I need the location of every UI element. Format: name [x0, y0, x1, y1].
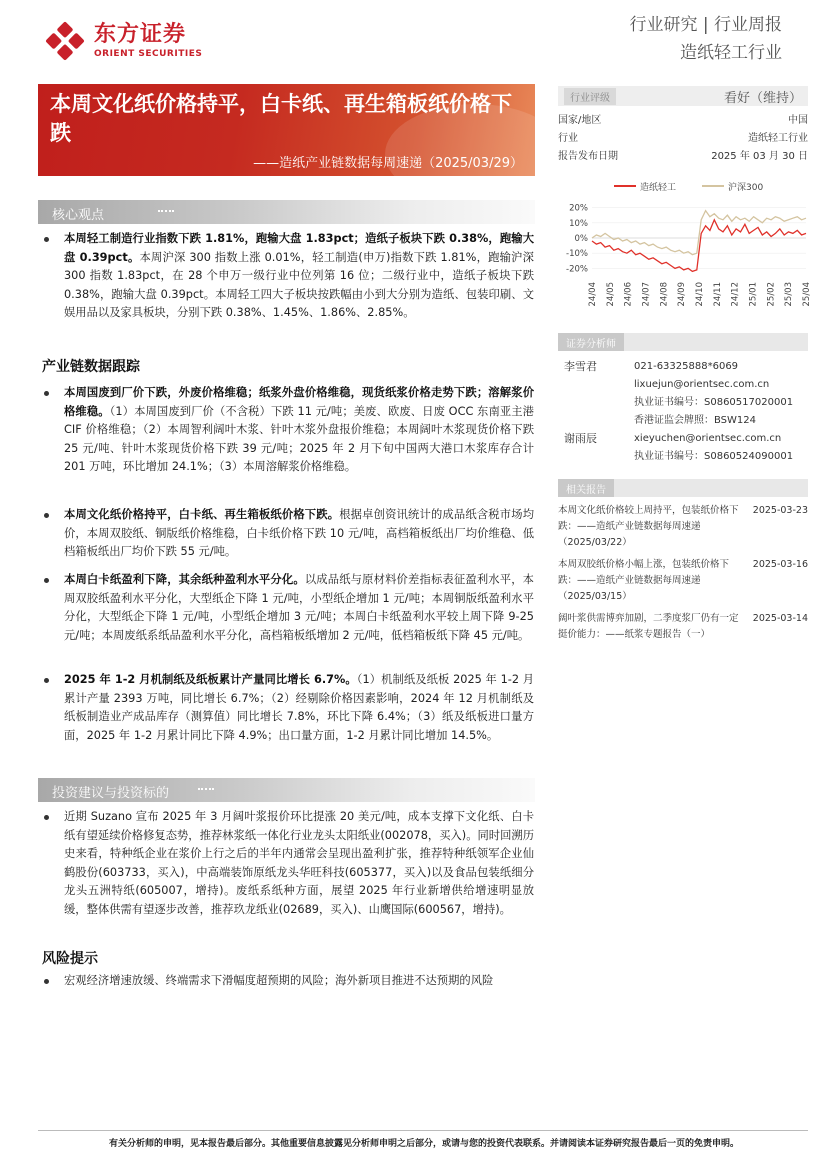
related-date: 2025-03-16: [752, 559, 808, 570]
bullet-dot-icon: [44, 513, 49, 518]
info-value: 造纸轻工行业: [748, 133, 808, 144]
bullet-text: 以成品纸与原材料价差指标表征盈利水平，本周双胶纸盈利水平分化，大型纸企下降 1 元/吨，小型纸企增加 1 元/吨；本周铜版纸盈利水平分化，大型纸企下降 1 元/吨，小型纸企增加 3 元/吨；本周白卡纸盈利水平较上周下降 9-25 元/吨；本周废纸系纸品盈利水平分化，高档箱板纸增加 2 元/吨，低档箱板纸下降 45 元/吨。: [64, 573, 534, 642]
info-table: [558, 112, 808, 166]
invest-header: [38, 778, 535, 802]
footer-divider: [38, 1130, 808, 1131]
bullet-culture-paper: [44, 506, 534, 562]
logo-cn: 东方证券: [94, 22, 187, 47]
analyst-email[interactable]: lixuejun@orientsec.com.cn: [634, 379, 770, 390]
rating-value: 看好（维持）: [723, 90, 802, 106]
related-date: 2025-03-14: [752, 613, 808, 624]
bullet-text: 本周沪深 300 指数上涨 0.01%，轻工制造(申万)指数下跌 1.81%，跑输沪深 300 指数 1.83pct，在 28 个申万一级行业中位列第 16 位；二级行业中，造纸子板块下跌 0.38%，跑输大盘 0.39pct。本周轻工四大子板块按跌幅由小到大分别为造纸、包装印刷、文娱用品以及家具板块，分别下跌 0.38%、1.45%、1.86%、2.85%。: [64, 250, 534, 319]
bullet-dot-icon: [44, 578, 49, 583]
related-item[interactable]: [558, 557, 808, 605]
rating-label: 行业评级: [564, 88, 616, 105]
info-row: [558, 112, 808, 130]
x-tick-label: 24/09: [677, 282, 688, 307]
related-title[interactable]: 本周文化纸价格较上周持平，包装纸价格下跌：——造纸产业链数据每周速递（2025/03/22）: [558, 505, 739, 548]
related-item[interactable]: [558, 611, 808, 643]
chain-track-heading: 产业链数据跟踪: [42, 359, 140, 375]
bullet-text: 宏观经济增速放缓、终端需求下滑幅度超预期的风险；海外新项目推进不达预期的风险: [64, 974, 494, 987]
bullet-dot-icon: [44, 979, 49, 984]
bullet-bold: 本周白卡纸盈利下降，其余纸种盈利水平分化。: [64, 573, 305, 586]
y-tick-label: -20%: [566, 264, 588, 275]
legend-label: 沪深300: [728, 183, 764, 193]
x-tick-label: 24/05: [605, 282, 616, 307]
footer-disclaimer: 有关分析师的申明，见本报告最后部分。其他重要信息披露见分析师申明之后部分，或请与您的投资代表联系。并请阅读本证券研究报告最后一页的免责申明。: [108, 1139, 739, 1149]
analyst-name: 谢雨辰: [564, 432, 597, 445]
analyst-phone: 021-63325888*6069: [634, 361, 739, 372]
x-tick-label: 24/11: [712, 282, 723, 307]
analyst-license: 香港证监会牌照：BSW124: [634, 415, 757, 426]
related-date: 2025-03-23: [752, 505, 808, 516]
index-chart: [558, 176, 814, 316]
logo-en: ORIENT SECURITIES: [94, 49, 203, 59]
invest-label: 投资建议与投资标的: [52, 786, 170, 801]
orient-logo-icon: [44, 20, 86, 62]
y-tick-label: 20%: [569, 203, 588, 214]
core-view-header: [38, 200, 535, 224]
x-tick-label: 25/01: [748, 282, 759, 307]
core-view-label: 核心观点: [52, 208, 105, 223]
report-title: 本周文化纸价格持平，白卡纸、再生箱板纸价格下跌: [50, 92, 512, 145]
bullet-text: 近期 Suzano 宣布 2025 年 3 月阔叶浆报价环比提涨 20 美元/吨，成本支撑下文化纸、白卡纸有望延续价格修复态势，推荐林浆纸一体化行业龙头太阳纸业(002078，买入)。同时回溯历史来看，特种纸企业在浆价上行之后的半年内通常会呈现出盈利扩张，推荐特种纸领军企业仙鹤股份(603733，买入)，中高端装饰原纸龙头华旺科技(605377，买入)以及食品包装纸细分龙头五洲特纸(605007，增持)。废纸系纸种方面，展望 2025 年行业新增供给增速明显放缓，整体供需有望逐步改善，推荐玖龙纸业(02689，买入)、山鹰国际(600567，增持)。: [64, 810, 534, 916]
y-tick-label: 10%: [569, 218, 588, 229]
y-tick-label: 0%: [574, 234, 588, 244]
report-industry: 造纸轻工行业: [680, 43, 782, 63]
analyst-name: 李雪君: [564, 360, 597, 373]
x-tick-label: 24/12: [730, 282, 741, 307]
bullet-text: 根据卓创资讯统计的成品纸含税市场均价，本周双胶纸、铜版纸价格维稳，白卡纸价格下跌 10 元/吨，高档箱板纸出厂均价维稳、低档箱板纸出厂均价下跌 55 元/吨。: [64, 508, 534, 558]
analysts-header-label: 证券分析师: [558, 333, 624, 351]
risk-heading: 风险提示: [42, 951, 98, 967]
bullet-waste-paper: [44, 384, 534, 477]
info-key: 行业: [558, 133, 578, 144]
related-header: [558, 479, 808, 497]
bullet-bold: 本周文化纸价格持平，白卡纸、再生箱板纸价格下跌。: [64, 508, 340, 521]
info-value: 中国: [788, 115, 808, 126]
x-tick-label: 25/02: [766, 282, 777, 307]
x-tick-label: 24/06: [623, 282, 634, 307]
y-tick-label: -10%: [566, 249, 588, 260]
bullet-text: （1）机制纸及纸板 2025 年 1-2 月累计产量 2393 万吨，同比增长 6.7%；（2）经剔除价格因素影响，2024 年 12 月机制纸及纸板制造业产成品库存（测算值）同比增长 7.8%，环比下降 6.4%；（3）纸及纸板进口量方面，2025 年 1-2 月累计同比下降 4.9%；出口量方面，1-2 月累计同比增加 14.5%。: [64, 673, 535, 742]
x-tick-label: 24/08: [659, 282, 670, 307]
company-logo: [44, 20, 202, 62]
related-header-label: 相关报告: [558, 479, 614, 497]
series-line: [592, 220, 806, 272]
rating-bar: [558, 86, 808, 106]
analysts-header: [558, 333, 808, 351]
analyst-email[interactable]: xieyuchen@orientsec.com.cn: [634, 433, 782, 444]
bullet-index: [44, 230, 534, 323]
legend-label: 造纸轻工: [640, 183, 677, 193]
info-key: 国家/地区: [558, 115, 602, 126]
bullet-dot-icon: [44, 237, 49, 242]
related-item[interactable]: [558, 503, 808, 551]
chart-svg: [558, 176, 814, 316]
bullet-profit: [44, 571, 534, 645]
info-row: [558, 130, 808, 148]
bullet-dot-icon: [44, 815, 49, 820]
x-tick-label: 24/10: [695, 282, 705, 307]
analyst-cert: 执业证书编号：S0860517020001: [634, 397, 794, 408]
bullet-text: （1）本周国废到厂价（不含税）下跌 11 元/吨；美废、欧废、日废 OCC 东南亚主港 CIF 价格维稳；（2）本周智利阔叶木浆、针叶木浆外盘报价维稳；本周阔叶木浆现货价格下跌 25 元/吨、针叶木浆现货价格下跌 39 元/吨；2025 年 2 月下旬中国两大港口木浆库存合计 201 万吨，环比增加 24.1%；（3）本周溶解浆价格维稳。: [64, 404, 534, 473]
bullet-bold: 本周轻工制造行业指数下跌 1.81%，跑输大盘 1.83pct；造纸子板块下跌 0.38%，跑输大盘 0.39pct。: [64, 232, 534, 264]
title-banner: [38, 84, 535, 176]
x-tick-label: 25/03: [784, 282, 795, 307]
related-title[interactable]: 本周双胶纸价格小幅上涨，包装纸价格下跌：——造纸产业链数据每周速递（2025/03/15）: [558, 559, 730, 602]
info-row: [558, 148, 808, 166]
bullet-bold: 本周国废到厂价下跌，外废价格维稳；纸浆外盘价格维稳，现货纸浆价格走势下跌；溶解浆价格维稳。: [64, 386, 534, 418]
x-tick-label: 25/04: [802, 282, 812, 307]
x-tick-label: 24/04: [588, 282, 598, 307]
bullet-risk: [44, 972, 534, 991]
bullet-dot-icon: [44, 678, 49, 683]
related-list: [558, 503, 808, 649]
analyst-cert: 执业证书编号：S0860524090001: [634, 451, 794, 462]
report-type: 行业研究 | 行业周报: [629, 15, 782, 35]
bullet-dot-icon: [44, 391, 49, 396]
info-key: 报告发布日期: [558, 151, 618, 162]
bullet-bold: 2025 年 1-2 月机制纸及纸板累计产量同比增长 6.7%。: [64, 673, 357, 686]
report-subtitle: ——造纸产业链数据每周速递（2025/03/29）: [253, 156, 523, 171]
info-value: 2025 年 03 月 30 日: [711, 151, 808, 162]
bullet-output: [44, 671, 534, 745]
bullet-invest: [44, 808, 534, 919]
related-title[interactable]: 阔叶浆供需博弈加剧，二季度浆厂仍有一定挺价能力：——纸浆专题报告（一）: [558, 613, 739, 640]
x-tick-label: 24/07: [641, 282, 652, 307]
